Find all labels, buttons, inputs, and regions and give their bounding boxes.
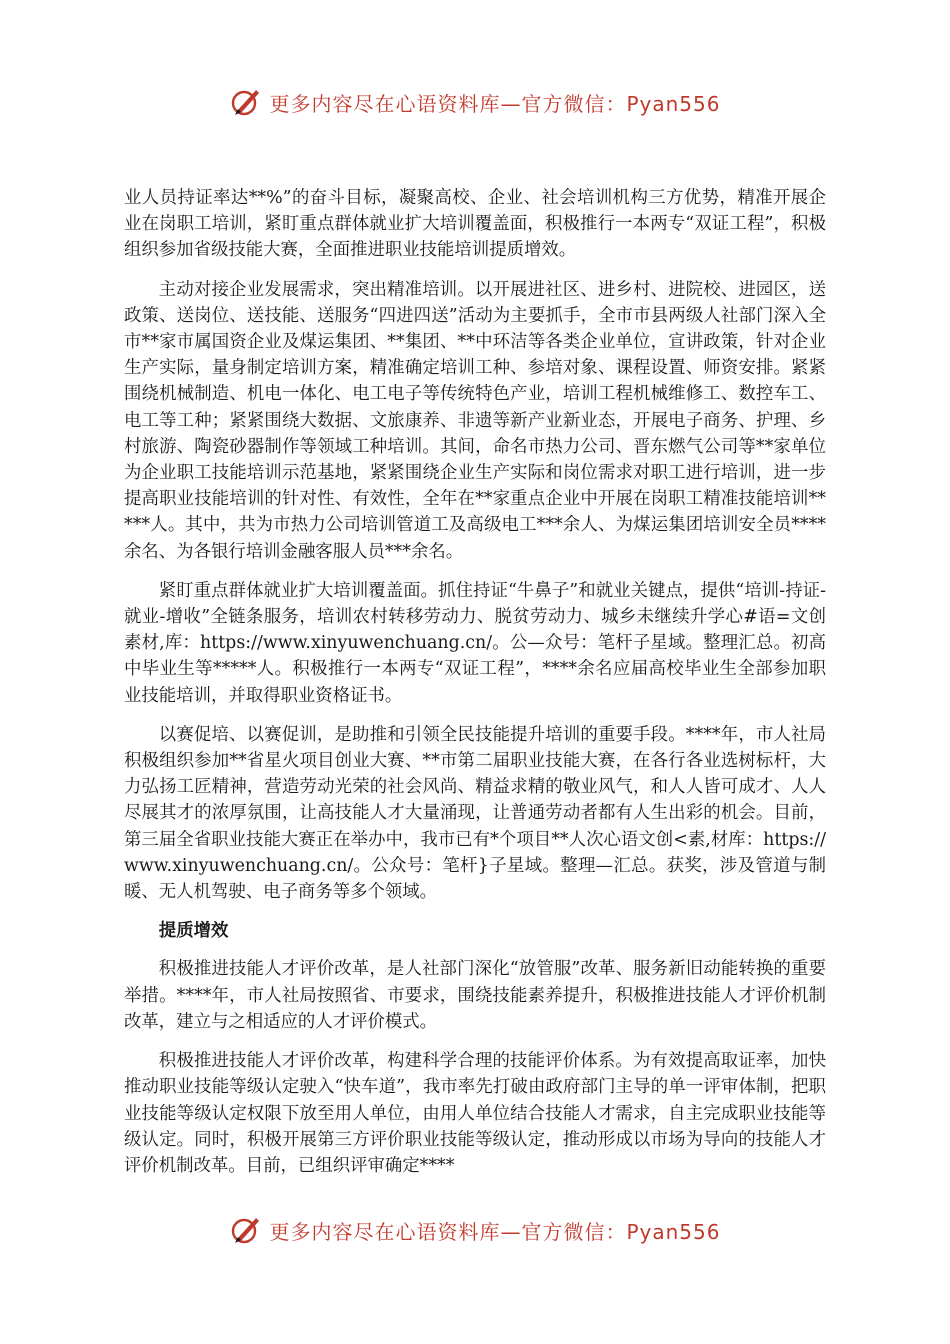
footer-banner <box>0 1210 950 1250</box>
paragraph-2: 主动对接企业发展需求，突出精准培训。以开展进社区、进乡村、进院校、进园区，送政策、送岗位、送技能、送服务“四进四送”活动为主要抓手，全市市县两级人社部门深入全市**家市属国资企业及煤运集团、**集团、**中环洁等各类企业单位，宣讲政策，针对企业生产实际，量身制定培训方案，精准确定培训工种、参培对象、课程设置、师资安排。紧紧围绕机械制造、机电一体化、电工电子等传统特色产业，培训工程机械维修工、数控车工、电工等工种；紧紧围绕大数据、文旅康养、非遗等新产业新业态，开展电子商务、护理、乡村旅游、陶瓷砂器制作等领域工种培训。其间，命名市热力公司、晋东燃气公司等**家单位为企业职工技能培训示范基地，紧紧围绕企业生产实际和岗位需求对职工进行培训，进一步提高职业技能培训的针对性、有效性，全年在**家重点企业中开展在岗职工精准技能培训*****人。其中，共为市热力公司培训管道工及高级电工***余人、为煤运集团培训安全员****余名、为各银行培训金融客服人员***余名。 <box>124 279 826 562</box>
paragraph-3: 紧盯重点群体就业扩大培训覆盖面。抓住持证“牛鼻子”和就业关键点，提供“培训-持证-就业-增收”全链条服务，培训农村转移劳动力、脱贫劳动力、城乡未继续升学心#语=文创素材,库：https://www.xinyuwenchuang.cn/。公—众号：笔杆子星域。整理汇总。初高中毕业生等*****人。积极推行一本两专“双证工程”，****余名应届高校毕业生全部参加职业技能培训，并取得职业资格证书。 <box>124 580 826 706</box>
pen-brush-logo-icon <box>229 1213 263 1247</box>
header-banner-text: 更多内容尽在心语资料库—官方微信：Pyan556 <box>269 91 721 116</box>
footer-banner-text: 更多内容尽在心语资料库—官方微信：Pyan556 <box>269 1219 721 1244</box>
section-heading: 提质增效 <box>158 921 229 942</box>
pen-brush-logo-icon <box>229 85 263 119</box>
paragraph-4: 以赛促培、以赛促训，是助推和引领全民技能提升培训的重要手段。****年，市人社局积极组织参加**省星火项目创业大赛、**市第二届职业技能大赛，在各行各业选树标杆，大力弘扬工匠精神，营造劳动光荣的社会风尚、精益求精的敬业风气，和人人皆可成才、人人尽展其才的浓厚氛围，让高技能人才大量涌现，让普通劳动者都有人生出彩的机会。目前，第三届全省职业技能大赛正在举办中，我市已有*个项目**人次心语文创<素,材库：https://www.xinyuwenchuang.cn/。公众号：笔杆}子星域。整理—汇总。获奖，涉及管道与制暖、无人机驾驶、电子商务等多个领域。 <box>124 724 826 903</box>
header-banner <box>0 82 950 122</box>
paragraph-6: 积极推进技能人才评价改革，构建科学合理的技能评价体系。为有效提高取证率，加快推动职业技能等级认定驶入“快车道”，我市率先打破由政府部门主导的单一评审体制，把职业技能等级认定权限下放至用人单位，由用人单位结合技能人才需求，自主完成职业技能等级认定。同时，积极开展第三方评价职业技能等级认定，推动形成以市场为导向的技能人才评价机制改革。目前，已组织评审确定**** <box>124 1051 826 1176</box>
paragraph-5: 积极推进技能人才评价改革，是人社部门深化“放管服”改革、服务新旧动能转换的重要举措。****年，市人社局按照省、市要求，围绕技能素养提升，积极推进技能人才评价机制改革，建立与之相适应的人才评价模式。 <box>124 959 826 1032</box>
paragraph-1: 业人员持证率达**%”的奋斗目标，凝聚高校、企业、社会培训机构三方优势，精准开展企业在岗职工培训，紧盯重点群体就业扩大培训覆盖面，积极推行一本两专“双证工程”，积极组织参加省级技能大赛，全面推进职业技能培训提质增效。 <box>124 188 826 261</box>
document-body <box>124 185 826 1192</box>
